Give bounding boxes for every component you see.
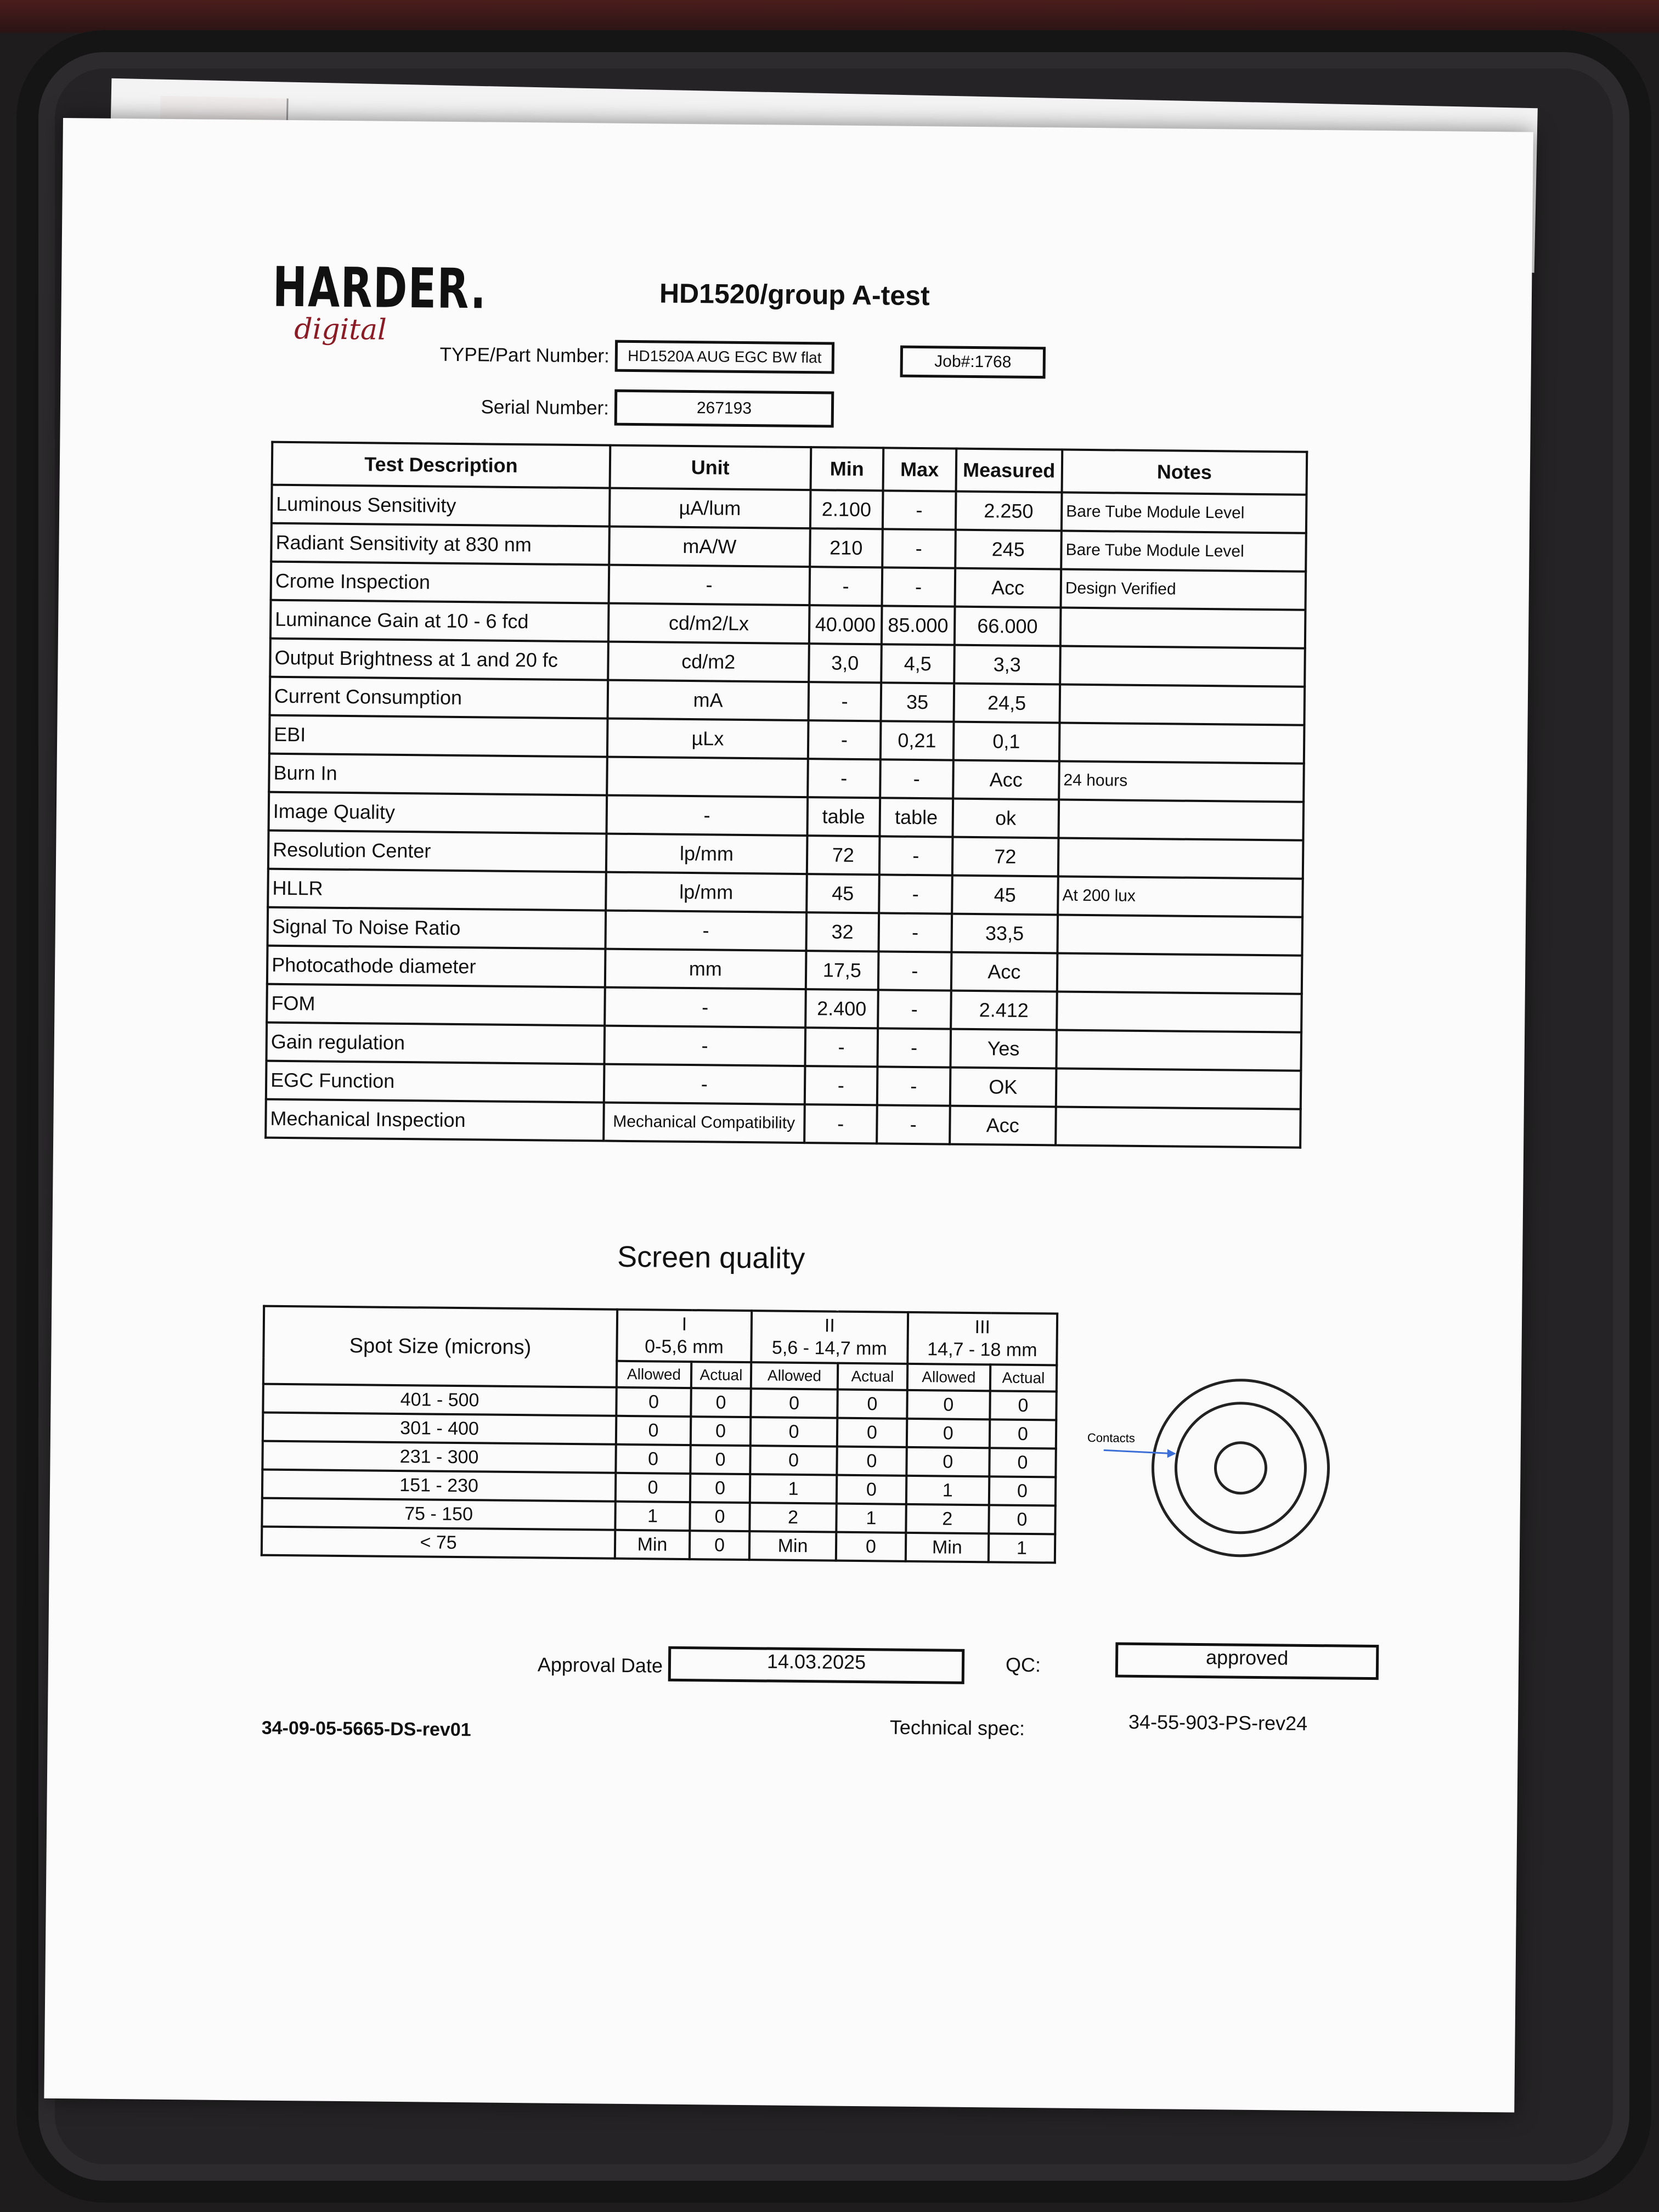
allowed-value: Min: [749, 1531, 837, 1561]
col-max: Max: [883, 448, 956, 491]
spot-size-header: Spot Size (microns): [263, 1306, 617, 1387]
cell-min: 17,5: [805, 951, 878, 990]
spot-size-range: 301 - 400: [263, 1413, 616, 1444]
allowed-value: Min: [615, 1530, 690, 1559]
cell-unit: mA: [608, 680, 809, 721]
zone-1-roman: I: [681, 1314, 687, 1335]
cell-max: 85.000: [882, 606, 955, 645]
cell-measured: 2.412: [951, 991, 1057, 1030]
zone-1-header: [617, 1310, 752, 1362]
cell-max: -: [879, 874, 952, 913]
zone-2-circle: [1175, 1403, 1306, 1533]
cell-notes: Bare Tube Module Level: [1062, 493, 1307, 533]
cell-desc: Radiant Sensitivity at 830 nm: [271, 523, 610, 565]
cell-min: 3,0: [809, 644, 882, 682]
spot-size-range: 401 - 500: [263, 1384, 616, 1416]
allowed-value: 2: [906, 1504, 989, 1533]
cell-min: -: [804, 1066, 877, 1105]
cell-notes: 24 hours: [1059, 761, 1304, 802]
actual-value: 0: [837, 1447, 906, 1476]
spot-size-table: [261, 1305, 1058, 1564]
actual-value: 1: [836, 1504, 906, 1533]
cell-max: -: [878, 913, 951, 952]
cell-desc: Gain regulation: [267, 1023, 605, 1064]
cell-measured: Acc: [950, 1106, 1056, 1146]
cell-unit: -: [604, 1026, 805, 1066]
contacts-arrow-line: [1104, 1450, 1172, 1453]
cell-min: table: [807, 797, 880, 836]
zone-1-circle: [1215, 1442, 1266, 1493]
cell-max: -: [882, 529, 955, 568]
cell-notes: [1058, 799, 1304, 840]
zone-2-header: [751, 1311, 908, 1364]
approval-date-label: Approval Date: [537, 1653, 663, 1677]
col-unit: Unit: [610, 445, 811, 490]
table-surface: [0, 0, 1659, 33]
cell-desc: HLLR: [268, 869, 606, 911]
cell-measured: Acc: [953, 760, 1059, 800]
cell-min: -: [808, 682, 881, 721]
cell-unit: Mechanical Compatibility: [603, 1103, 804, 1143]
cell-max: -: [878, 990, 951, 1029]
cell-unit: -: [609, 565, 810, 606]
cell-measured: 24,5: [953, 684, 1060, 723]
cell-notes: [1057, 915, 1302, 955]
actual-value: 0: [837, 1475, 906, 1504]
allowed-header: Allowed: [751, 1362, 838, 1390]
actual-value: 0: [989, 1476, 1056, 1505]
cell-max: -: [878, 951, 951, 990]
cell-min: 2.400: [805, 989, 878, 1028]
allowed-value: 0: [616, 1387, 691, 1417]
technical-spec-value: 34-55-903-PS-rev24: [1128, 1710, 1308, 1735]
cell-measured: 0,1: [953, 722, 1059, 761]
actual-value: 0: [691, 1388, 751, 1417]
cell-min: -: [805, 1028, 878, 1066]
cell-max: -: [877, 1105, 950, 1144]
cell-measured: 33,5: [951, 914, 1058, 953]
cell-unit: µLx: [607, 719, 808, 759]
cell-max: 4,5: [881, 644, 954, 683]
allowed-value: 0: [907, 1419, 990, 1448]
cell-notes: [1058, 838, 1304, 878]
allowed-value: 0: [616, 1473, 690, 1502]
cell-unit: -: [605, 988, 805, 1028]
approval-date-value: 14.03.2025: [668, 1646, 965, 1684]
cell-max: -: [880, 759, 953, 798]
contacts-arrow-head: [1167, 1449, 1176, 1458]
cell-min: -: [804, 1104, 877, 1143]
cell-desc: Signal To Noise Ratio: [268, 907, 606, 949]
actual-header: Actual: [990, 1364, 1057, 1391]
actual-value: 0: [990, 1391, 1057, 1420]
actual-value: 0: [990, 1419, 1057, 1448]
col-test-description: Test Description: [272, 442, 611, 488]
allowed-header: Allowed: [907, 1364, 991, 1391]
zone-1-range: 0-5,6 mm: [645, 1336, 724, 1358]
test-results-table: [264, 441, 1308, 1149]
cell-min: 40.000: [809, 605, 882, 644]
cell-max: -: [877, 1028, 950, 1067]
spot-size-range: < 75: [262, 1527, 615, 1559]
cell-notes: Bare Tube Module Level: [1061, 531, 1306, 572]
cell-desc: EGC Function: [266, 1061, 605, 1103]
report-title: HD1520/group A-test: [659, 278, 930, 312]
allowed-value: 0: [616, 1444, 690, 1474]
logo-main: HARDER.: [272, 255, 487, 321]
cell-notes: [1060, 646, 1305, 686]
cell-notes: [1056, 1107, 1301, 1147]
cell-unit: -: [606, 911, 806, 951]
cell-unit: mm: [605, 949, 806, 990]
cell-desc: Luminance Gain at 10 - 6 fcd: [270, 600, 609, 642]
cell-measured: 72: [952, 837, 1058, 877]
actual-value: 0: [691, 1417, 751, 1446]
cell-max: 35: [881, 682, 954, 721]
allowed-value: 1: [906, 1476, 990, 1505]
allowed-header: Allowed: [617, 1361, 691, 1388]
contacts-label: Contacts: [1087, 1431, 1135, 1445]
cell-notes: [1059, 723, 1305, 763]
spot-size-range: 151 - 230: [262, 1470, 616, 1502]
zone-3-range: 14,7 - 18 mm: [927, 1339, 1037, 1361]
cell-unit: mA/W: [609, 527, 810, 567]
cell-desc: Output Brightness at 1 and 20 fc: [270, 639, 608, 680]
cell-min: -: [809, 567, 882, 606]
cell-min: -: [808, 720, 881, 759]
zone-3-circle: [1152, 1379, 1329, 1556]
col-notes: Notes: [1062, 450, 1307, 495]
cell-desc: Image Quality: [269, 792, 607, 834]
allowed-value: 0: [906, 1447, 990, 1476]
zone-2-range: 5,6 - 14,7 mm: [771, 1337, 887, 1359]
cell-measured: 245: [955, 530, 1062, 569]
allowed-value: Min: [906, 1533, 989, 1562]
cell-measured: 3,3: [954, 645, 1060, 685]
actual-value: 0: [690, 1445, 751, 1474]
cell-max: -: [877, 1066, 950, 1105]
cell-unit: µA/lum: [610, 488, 810, 529]
actual-value: 0: [837, 1390, 907, 1419]
cell-measured: 45: [952, 876, 1058, 915]
cell-measured: OK: [950, 1068, 1056, 1107]
actual-value: 0: [837, 1418, 907, 1447]
cell-max: table: [880, 798, 953, 837]
cell-notes: At 200 lux: [1058, 876, 1303, 917]
allowed-value: 1: [750, 1474, 837, 1504]
allowed-value: 0: [907, 1390, 990, 1419]
zone-3-roman: III: [974, 1317, 991, 1338]
allowed-value: 0: [751, 1417, 838, 1447]
qc-value: approved: [1115, 1643, 1379, 1680]
technical-spec-label: Technical spec:: [889, 1716, 1025, 1740]
cell-desc: Crome Inspection: [271, 562, 610, 603]
zone-2-roman: II: [824, 1315, 835, 1336]
allowed-value: 1: [615, 1502, 690, 1531]
spot-size-range: 75 - 150: [262, 1498, 615, 1530]
cell-notes: [1057, 991, 1302, 1032]
cell-max: -: [879, 836, 952, 875]
type-value: HD1520A AUG EGC BW flat: [615, 340, 835, 374]
actual-value: 0: [989, 1448, 1056, 1477]
cell-unit: -: [604, 1064, 805, 1105]
cell-desc: Mechanical Inspection: [266, 1099, 604, 1141]
type-label: TYPE/Part Number:: [439, 343, 610, 367]
col-measured: Measured: [956, 449, 1062, 493]
cell-measured: 2.250: [955, 492, 1062, 531]
actual-header: Actual: [691, 1362, 751, 1389]
actual-value: 0: [836, 1532, 906, 1561]
spot-size-range: 231 - 300: [262, 1441, 616, 1473]
cell-desc: Luminous Sensitivity: [272, 485, 610, 527]
allowed-value: 0: [751, 1389, 838, 1418]
allowed-value: 0: [616, 1416, 691, 1445]
serial-value: 267193: [614, 390, 834, 428]
col-min: Min: [810, 447, 883, 490]
cell-unit: cd/m2: [608, 642, 809, 682]
zone-3-header: [907, 1312, 1057, 1365]
cell-max: -: [883, 490, 956, 529]
screen-quality-title: Screen quality: [617, 1240, 805, 1276]
cell-measured: Acc: [951, 952, 1057, 992]
cell-notes: [1057, 953, 1302, 994]
cell-desc: Resolution Center: [268, 831, 607, 872]
harder-digital-logo: [272, 255, 558, 348]
cell-min: 32: [806, 912, 879, 951]
cell-unit: cd/m2/Lx: [608, 603, 809, 644]
cell-notes: [1056, 1030, 1301, 1070]
cell-min: 2.100: [810, 490, 883, 529]
cell-min: 45: [806, 874, 879, 913]
cell-notes: [1060, 607, 1306, 648]
cell-measured: Acc: [955, 568, 1061, 608]
actual-value: 0: [989, 1505, 1056, 1534]
cell-min: 210: [810, 528, 883, 567]
cell-max: -: [882, 567, 955, 606]
cell-unit: lp/mm: [606, 872, 806, 913]
cell-min: 72: [806, 836, 879, 874]
cell-notes: [1060, 684, 1305, 725]
job-number: Job#:1768: [900, 346, 1046, 379]
cell-notes: Design Verified: [1061, 569, 1306, 610]
serial-label: Serial Number:: [481, 396, 610, 419]
actual-header: Actual: [838, 1363, 907, 1390]
qc-label: QC:: [1005, 1653, 1041, 1677]
cell-max: 0,21: [881, 721, 953, 760]
logo-sub: digital: [294, 313, 387, 347]
cell-measured: Yes: [950, 1029, 1057, 1069]
allowed-value: 0: [750, 1446, 837, 1475]
cell-unit: -: [607, 795, 808, 836]
cell-measured: 66.000: [954, 607, 1060, 646]
allowed-value: 2: [749, 1503, 837, 1532]
cell-unit: [607, 757, 808, 798]
cell-measured: ok: [952, 799, 1059, 838]
cell-min: -: [808, 759, 881, 798]
cell-desc: Current Consumption: [270, 677, 608, 719]
actual-value: 1: [989, 1533, 1056, 1562]
contacts-zone-diagram: [1081, 1373, 1335, 1573]
actual-value: 0: [690, 1531, 750, 1560]
actual-value: 0: [690, 1474, 751, 1503]
test-report-sheet: [44, 118, 1533, 2113]
document-code: 34-09-05-5665-DS-rev01: [261, 1717, 471, 1741]
cell-unit: lp/mm: [606, 834, 807, 874]
cell-desc: Burn In: [269, 754, 607, 795]
cell-desc: EBI: [269, 715, 608, 757]
cell-desc: Photocathode diameter: [267, 946, 606, 988]
cell-notes: [1056, 1068, 1301, 1109]
cell-desc: FOM: [267, 984, 605, 1026]
actual-value: 0: [690, 1502, 750, 1531]
